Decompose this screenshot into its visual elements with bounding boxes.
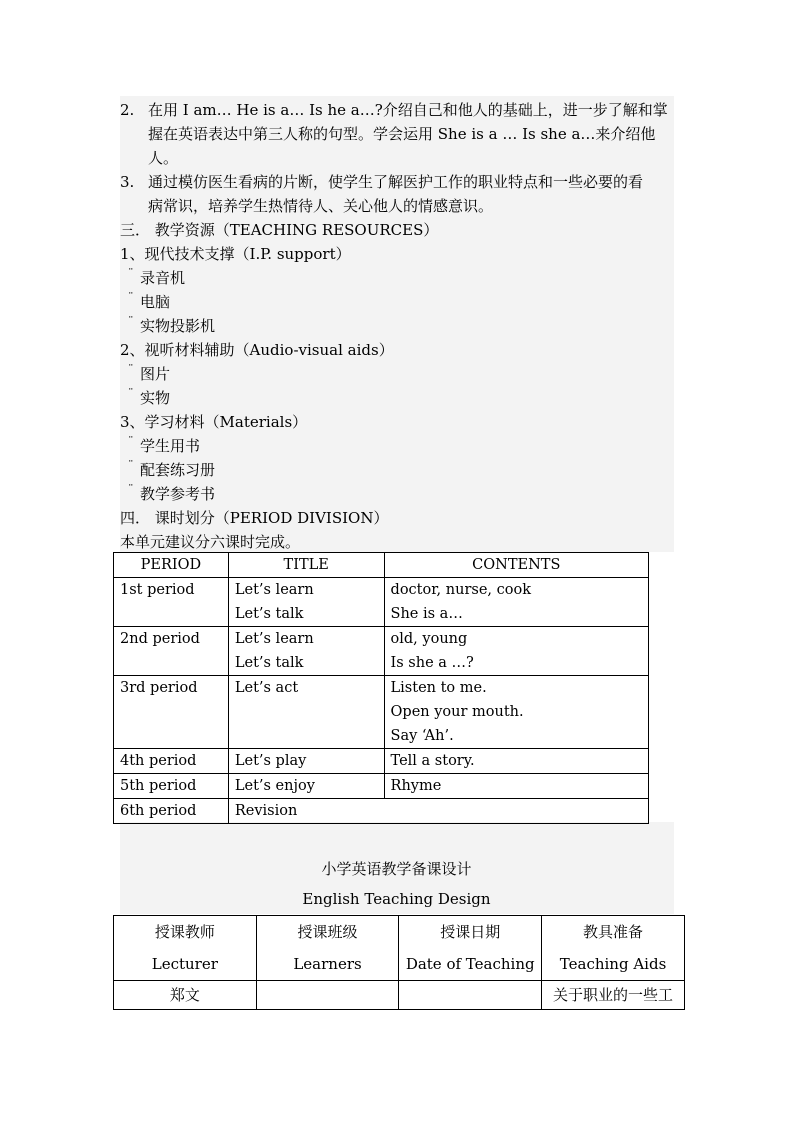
objective-2-line-1 xyxy=(120,98,668,122)
period-cell: 5th period xyxy=(114,774,229,799)
contents-cell: old, young Is she a …? xyxy=(384,627,648,676)
title-cell: Let’s act xyxy=(228,676,384,749)
objective-3-line-1 xyxy=(120,170,643,194)
objective-2-text-1: 在用 I am… He is a… Is he a…?介绍自己和他人的基础上，进一步了解和掌 xyxy=(148,101,668,119)
design-title-en: English Teaching Design xyxy=(302,890,491,908)
contents-cell: doctor, nurse, cook She is a… xyxy=(384,578,648,627)
design-title-cn: 小学英语教学备课设计 xyxy=(321,860,472,878)
teaching-aids-header: 教具准备 Teaching Aids xyxy=(542,916,685,981)
teaching-aids-value: 关于职业的一些工 xyxy=(542,981,685,1010)
title-cell: Let’s learn Let’s talk xyxy=(228,578,384,627)
table-row xyxy=(114,774,649,799)
division-heading: 四． 课时划分（PERIOD DIVISION） xyxy=(120,509,389,527)
bullet-icon: ¨ xyxy=(128,435,134,448)
bullet-icon: ¨ xyxy=(128,483,134,496)
period-cell: 1st period xyxy=(114,578,229,627)
resource-item: ¨ 图片 xyxy=(128,362,170,386)
header-period: PERIOD xyxy=(114,553,229,578)
resource-item: ¨ 学生用书 xyxy=(128,434,200,458)
resource-item: ¨ 录音机 xyxy=(128,266,185,290)
table-row xyxy=(114,578,649,627)
resource-item: ¨ 电脑 xyxy=(128,290,170,314)
resource-group-2-title: 2、视听材料辅助（Audio-visual aids） xyxy=(120,341,394,359)
period-table xyxy=(113,552,649,824)
learners-header: 授课班级 Learners xyxy=(256,916,399,981)
table-header-row xyxy=(114,553,649,578)
header-contents: CONTENTS xyxy=(384,553,648,578)
resource-item: ¨ 教学参考书 xyxy=(128,482,215,506)
objective-2-number: 2. xyxy=(120,101,135,119)
resource-item: ¨ 实物投影机 xyxy=(128,314,215,338)
resource-item: ¨ 配套练习册 xyxy=(128,458,215,482)
table-row xyxy=(114,799,649,824)
objective-3-text-1: 通过模仿医生看病的片断，使学生了解医护工作的职业特点和一些必要的看 xyxy=(148,173,644,191)
bullet-icon: ¨ xyxy=(128,363,134,376)
contents-cell: Listen to me. Open your mouth. Say ‘Ah’. xyxy=(384,676,648,749)
table-row xyxy=(114,627,649,676)
design-header-row xyxy=(114,916,685,981)
period-cell: 2nd period xyxy=(114,627,229,676)
title-cell: Revision xyxy=(228,799,648,824)
lecturer-value: 郑文 xyxy=(114,981,257,1010)
resource-group-3-title: 3、学习材料（Materials） xyxy=(120,413,308,431)
objective-3-number: 3. xyxy=(120,173,135,191)
title-cell: Let’s learn Let’s talk xyxy=(228,627,384,676)
period-cell: 4th period xyxy=(114,749,229,774)
table-row xyxy=(114,749,649,774)
teaching-design-table xyxy=(113,915,685,1010)
objective-3-line-2: 病常识，培养学生热情待人、关心他人的情感意识。 xyxy=(148,197,494,215)
title-cell: Let’s play xyxy=(228,749,384,774)
objective-2-line-2: 握在英语表达中第三人称的句型。学会运用 She is a … Is she a…来介绍他 xyxy=(148,125,656,143)
contents-cell: Tell a story. xyxy=(384,749,648,774)
resource-group-1-title: 1、现代技术支撑（I.P. support） xyxy=(120,245,351,263)
bullet-icon: ¨ xyxy=(128,459,134,472)
resources-heading: 三． 教学资源（TEACHING RESOURCES） xyxy=(120,221,439,239)
title-cell: Let’s enjoy xyxy=(228,774,384,799)
contents-cell: Rhyme xyxy=(384,774,648,799)
bullet-icon: ¨ xyxy=(128,267,134,280)
table-row xyxy=(114,676,649,749)
division-intro: 本单元建议分六课时完成。 xyxy=(120,533,301,551)
objective-2-line-3: 人。 xyxy=(148,149,179,167)
lecturer-header: 授课教师 Lecturer xyxy=(114,916,257,981)
header-title: TITLE xyxy=(228,553,384,578)
resource-item: ¨ 实物 xyxy=(128,386,170,410)
period-cell: 6th period xyxy=(114,799,229,824)
date-value xyxy=(399,981,542,1010)
bullet-icon: ¨ xyxy=(128,387,134,400)
design-value-row xyxy=(114,981,685,1010)
date-header: 授课日期 Date of Teaching xyxy=(399,916,542,981)
period-cell: 3rd period xyxy=(114,676,229,749)
bullet-icon: ¨ xyxy=(128,315,134,328)
learners-value xyxy=(256,981,399,1010)
bullet-icon: ¨ xyxy=(128,291,134,304)
